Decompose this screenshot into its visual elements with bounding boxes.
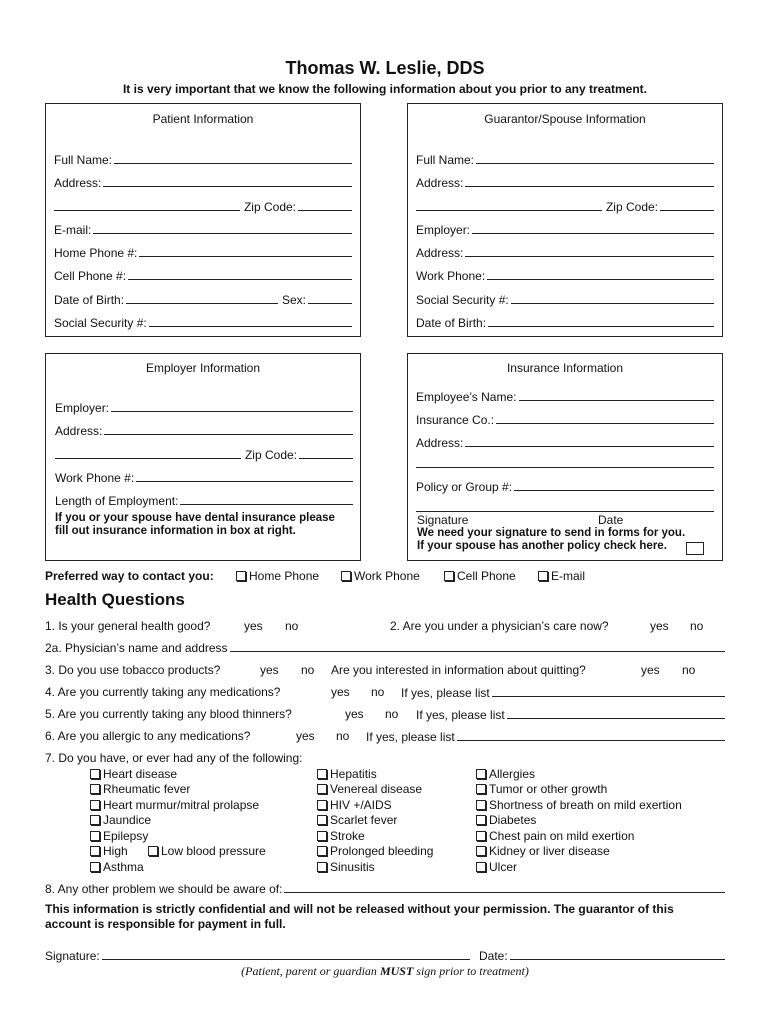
condition-kidney-liver[interactable]: Kidney or liver disease — [476, 844, 610, 858]
employer-note-line2: fill out insurance information in box at right. — [55, 525, 296, 537]
condition-high-blood-pressure[interactable]: High — [90, 844, 128, 858]
condition-allergies[interactable]: Allergies — [476, 767, 535, 781]
guarantor-full-name-field[interactable]: Full Name: — [416, 151, 714, 167]
checkbox-icon — [90, 800, 100, 810]
patient-info-box — [45, 103, 361, 337]
question-3b-no[interactable]: no — [682, 663, 696, 677]
condition-tumor[interactable]: Tumor or other growth — [476, 782, 607, 796]
condition-chest-pain[interactable]: Chest pain on mild exertion — [476, 829, 634, 843]
question-1-no[interactable]: no — [285, 619, 299, 633]
contact-option-home-phone[interactable]: Home Phone — [236, 569, 319, 583]
checkbox-icon — [90, 784, 100, 794]
contact-option-email[interactable]: E-mail — [538, 569, 585, 583]
checkbox-icon — [476, 769, 486, 779]
question-3: 3. Do you use tobacco products? — [45, 663, 221, 677]
question-3-no[interactable]: no — [301, 663, 315, 677]
contact-option-cell-phone[interactable]: Cell Phone — [444, 569, 516, 583]
insurance-date-label: Date — [598, 513, 624, 527]
contact-option-work-phone[interactable]: Work Phone — [341, 569, 420, 583]
checkbox-icon — [90, 769, 100, 779]
guarantor-work-phone-field[interactable]: Work Phone: — [416, 267, 714, 283]
guarantor-employer-address-field[interactable]: Address: — [416, 244, 714, 260]
checkbox-icon — [148, 846, 158, 856]
condition-heart-disease[interactable]: Heart disease — [90, 767, 177, 781]
checkbox-icon — [476, 846, 486, 856]
question-6: 6. Are you allergic to any medications? — [45, 729, 251, 743]
checkbox-icon — [538, 571, 548, 581]
condition-rheumatic-fever[interactable]: Rheumatic fever — [90, 782, 190, 796]
question-6-no[interactable]: no — [336, 729, 350, 743]
patient-zip-field[interactable]: Zip Code: — [54, 198, 352, 214]
condition-ulcer[interactable]: Ulcer — [476, 860, 517, 874]
checkbox-icon — [476, 784, 486, 794]
question-3-yes[interactable]: yes — [260, 663, 279, 677]
condition-hiv-aids[interactable]: HIV +/AIDS — [317, 798, 392, 812]
question-2a-field[interactable]: 2a. Physician’s name and address — [45, 639, 725, 655]
checkbox-icon — [90, 831, 100, 841]
confidential-line2: account is responsible for payment in full. — [45, 917, 286, 931]
question-6-list-field[interactable]: If yes, please list — [366, 728, 725, 744]
guarantor-address-field[interactable]: Address: — [416, 174, 714, 190]
insurance-signature-label: Signature — [417, 513, 469, 527]
question-3b-yes[interactable]: yes — [641, 663, 660, 677]
question-5-yes[interactable]: yes — [345, 707, 364, 721]
employer-address-field[interactable]: Address: — [55, 422, 353, 438]
patient-email-field[interactable]: E-mail: — [54, 221, 352, 237]
question-3b: Are you interested in information about quitting? — [331, 663, 586, 677]
checkbox-icon — [476, 862, 486, 872]
question-2-yes[interactable]: yes — [650, 619, 669, 633]
signature-note: (Patient, parent or guardian MUST sign prior to treatment) — [241, 964, 529, 978]
question-5-no[interactable]: no — [385, 707, 399, 721]
insurance-note-line2: If your spouse has another policy check here. — [417, 540, 667, 552]
patient-info-title: Patient Information — [152, 112, 254, 126]
condition-jaundice[interactable]: Jaundice — [90, 813, 151, 827]
spouse-policy-checkbox[interactable] — [686, 542, 704, 555]
checkbox-icon — [90, 815, 100, 825]
question-4-yes[interactable]: yes — [331, 685, 350, 699]
question-6-yes[interactable]: yes — [296, 729, 315, 743]
checkbox-icon — [317, 862, 327, 872]
employer-info-box — [45, 353, 361, 561]
insurance-info-title: Insurance Information — [506, 361, 624, 375]
checkbox-icon — [317, 800, 327, 810]
condition-prolonged-bleeding[interactable]: Prolonged bleeding — [317, 844, 433, 858]
checkbox-icon — [317, 815, 327, 825]
condition-heart-murmur[interactable]: Heart murmur/mitral prolapse — [90, 798, 259, 812]
condition-sinusitis[interactable]: Sinusitis — [317, 860, 375, 874]
insurance-company-field[interactable]: Insurance Co.: — [416, 411, 714, 427]
guarantor-employer-field[interactable]: Employer: — [416, 221, 714, 237]
patient-ssn-field[interactable]: Social Security #: — [54, 314, 352, 330]
condition-scarlet-fever[interactable]: Scarlet fever — [317, 813, 397, 827]
condition-low-blood-pressure[interactable]: Low blood pressure — [148, 844, 266, 858]
guarantor-info-box — [407, 103, 723, 337]
question-2-no[interactable]: no — [690, 619, 704, 633]
question-4-list-field[interactable]: If yes, please list — [401, 684, 725, 700]
employer-work-phone-field[interactable]: Work Phone #: — [55, 469, 353, 485]
condition-hepatitis[interactable]: Hepatitis — [317, 767, 377, 781]
insurance-info-box — [407, 353, 723, 561]
signature-field[interactable]: Signature: — [45, 947, 470, 963]
page-subtitle: It is very important that we know the following information about you prior to any treatment. — [122, 82, 648, 96]
checkbox-icon — [317, 769, 327, 779]
condition-epilepsy[interactable]: Epilepsy — [90, 829, 148, 843]
patient-dob-sex-field[interactable]: Date of Birth: Sex: — [54, 291, 352, 307]
guarantor-zip-field[interactable]: Zip Code: — [416, 198, 714, 214]
question-1-yes[interactable]: yes — [244, 619, 263, 633]
guarantor-dob-field[interactable]: Date of Birth: — [416, 314, 714, 330]
patient-cell-phone-field[interactable]: Cell Phone #: — [54, 267, 352, 283]
insurance-policy-field[interactable]: Policy or Group #: — [416, 478, 714, 494]
checkbox-icon — [476, 815, 486, 825]
insurance-address-field[interactable]: Address: — [416, 434, 714, 450]
checkbox-icon — [236, 571, 246, 581]
checkbox-icon — [476, 800, 486, 810]
insurance-signature-line[interactable] — [416, 511, 714, 512]
date-field[interactable]: Date: — [479, 947, 725, 963]
question-4-no[interactable]: no — [371, 685, 385, 699]
question-5: 5. Are you currently taking any blood thinners? — [45, 707, 292, 721]
question-4: 4. Are you currently taking any medications? — [45, 685, 281, 699]
question-8-field[interactable]: 8. Any other problem we should be aware of: — [45, 880, 725, 896]
employer-name-field[interactable]: Employer: — [55, 399, 353, 415]
employer-zip-field[interactable]: Zip Code: — [55, 446, 353, 462]
question-1: 1. Is your general health good? — [45, 619, 211, 633]
checkbox-icon — [317, 846, 327, 856]
condition-asthma[interactable]: Asthma — [90, 860, 144, 874]
employer-note-line1: If you or your spouse have dental insurance please — [55, 512, 335, 524]
insurance-employee-name-field[interactable]: Employee’s Name: — [416, 388, 714, 404]
confidential-line1: This information is strictly confidential and will not be released without your permission. The guarantor of this — [45, 902, 674, 916]
checkbox-icon — [317, 831, 327, 841]
condition-shortness-of-breath[interactable]: Shortness of breath on mild exertion — [476, 798, 682, 812]
employer-info-title: Employer Information — [145, 361, 261, 375]
guarantor-info-title: Guarantor/Spouse Information — [484, 112, 646, 126]
question-7: 7. Do you have, or ever had any of the following: — [45, 751, 303, 765]
checkbox-icon — [317, 784, 327, 794]
employment-length-field[interactable]: Length of Employment: — [55, 492, 353, 508]
guarantor-ssn-field[interactable]: Social Security #: — [416, 291, 714, 307]
insurance-note-line1: We need your signature to send in forms for you. — [417, 527, 686, 539]
patient-full-name-field[interactable]: Full Name: — [54, 151, 352, 167]
patient-home-phone-field[interactable]: Home Phone #: — [54, 244, 352, 260]
question-2: 2. Are you under a physician’s care now? — [390, 619, 609, 633]
patient-address-field[interactable]: Address: — [54, 174, 352, 190]
page-title: Thomas W. Leslie, DDS — [285, 58, 485, 78]
checkbox-icon — [341, 571, 351, 581]
checkbox-icon — [90, 862, 100, 872]
question-5-list-field[interactable]: If yes, please list — [416, 706, 725, 722]
checkbox-icon — [90, 846, 100, 856]
checkbox-icon — [476, 831, 486, 841]
health-questions-heading: Health Questions — [45, 590, 185, 609]
insurance-address-line2[interactable] — [416, 467, 714, 468]
condition-venereal-disease[interactable]: Venereal disease — [317, 782, 422, 796]
condition-diabetes[interactable]: Diabetes — [476, 813, 536, 827]
checkbox-icon — [444, 571, 454, 581]
condition-stroke[interactable]: Stroke — [317, 829, 365, 843]
contact-label: Preferred way to contact you: — [45, 569, 214, 583]
